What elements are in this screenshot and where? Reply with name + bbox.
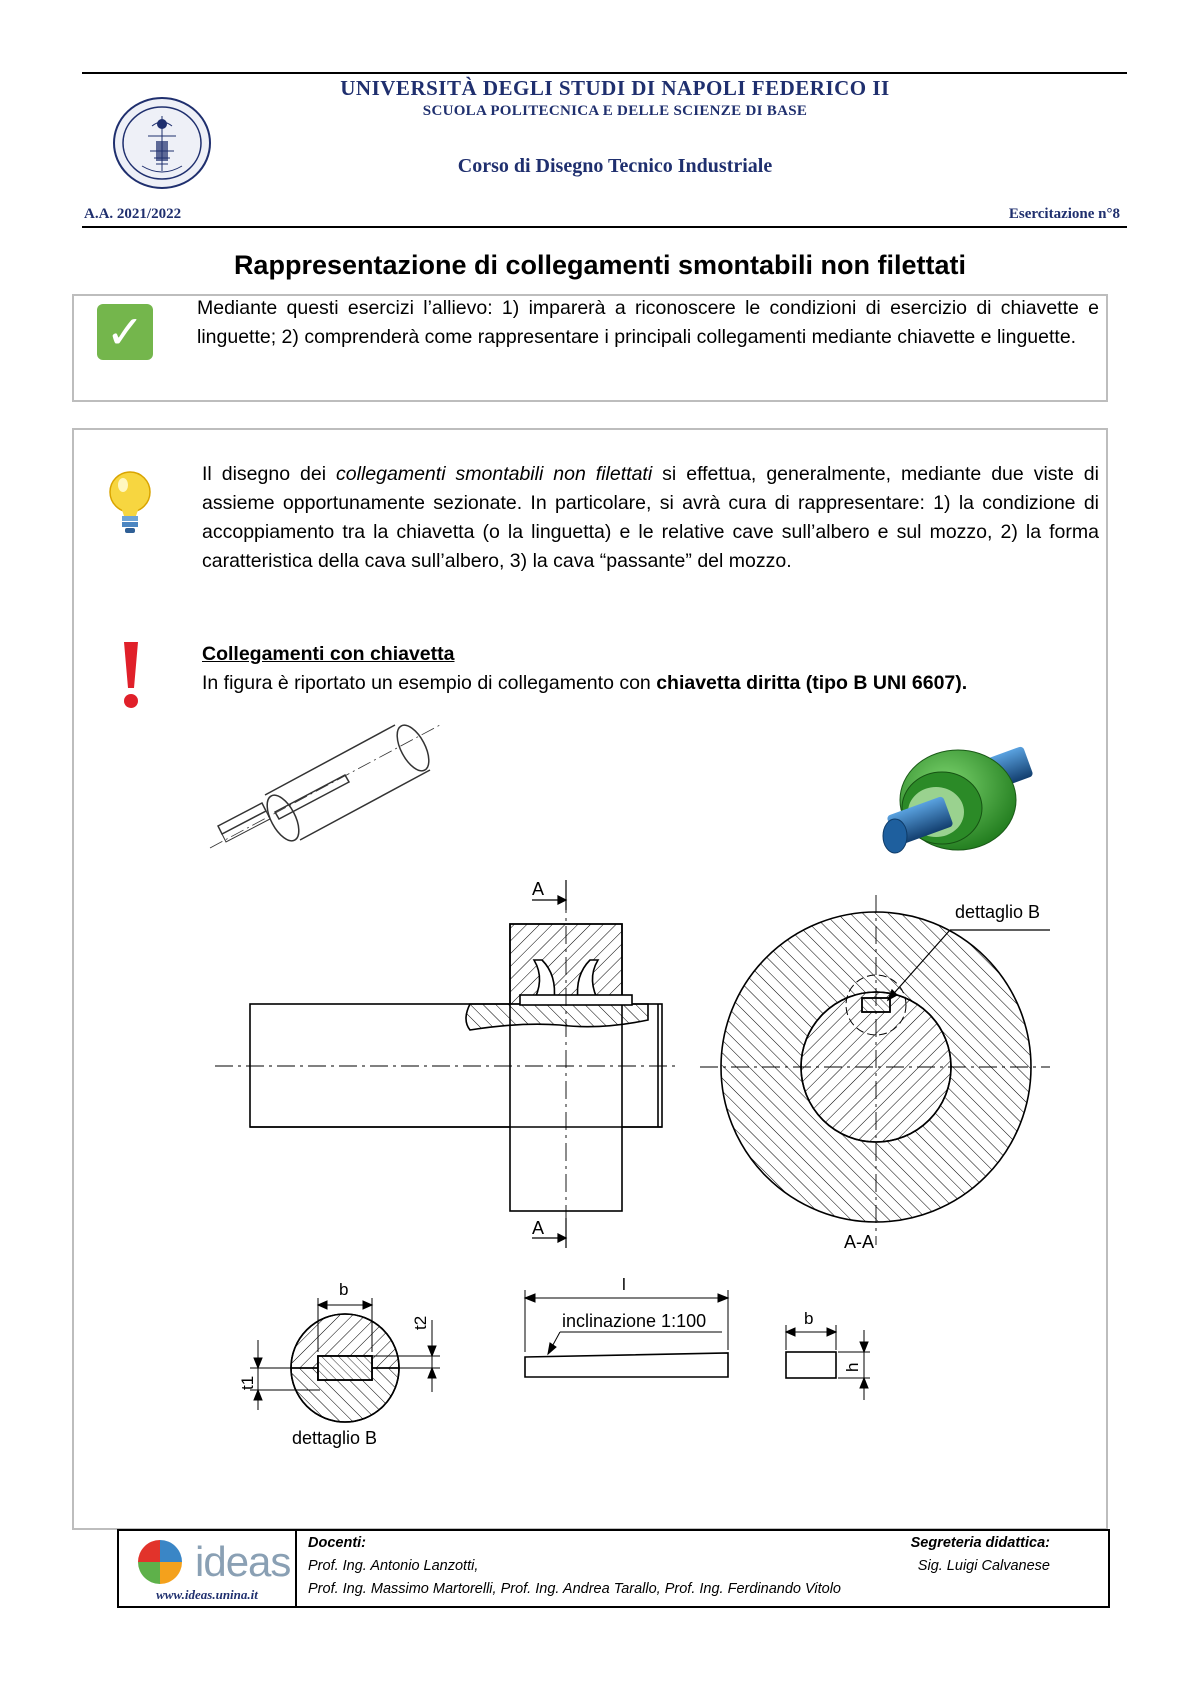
teachers-block <box>308 1532 841 1601</box>
dim-l-label: l <box>622 1275 626 1294</box>
university-seal <box>112 96 212 190</box>
school-name: SCUOLA POLITECNICA E DELLE SCIENZE DI BASE <box>422 103 808 119</box>
header-top-rule <box>82 72 1127 74</box>
detail-b-label: dettaglio B <box>955 902 1041 922</box>
lightbulb-icon <box>106 470 154 538</box>
secretary-block <box>880 1532 1050 1578</box>
intro-italic: collegamenti smontabili non filettati <box>336 463 653 485</box>
dim-b-label: b <box>339 1280 349 1299</box>
website-link[interactable]: www.ideas.unina.it <box>156 1587 258 1602</box>
isometric-shaft-sketch <box>210 720 440 848</box>
checkmark-icon: ✓ <box>97 304 153 360</box>
section-heading: Collegamenti con chiavetta <box>202 643 455 665</box>
header-bottom-rule <box>82 226 1127 228</box>
hub-assembly-3d <box>883 746 1034 853</box>
footer-divider <box>295 1529 297 1608</box>
teacher-2: Prof. Ing. Massimo Martorelli, Prof. Ing. Andrea Tarallo, Prof. Ing. Ferdinando Vitolo <box>308 1581 841 1597</box>
secretary-name: Sig. Luigi Calvanese <box>917 1558 1050 1574</box>
section-text: In figura è riportato un esempio di collegamento con chiavetta diritta (tipo B UNI 6607). <box>202 672 968 694</box>
teachers-label: Docenti: <box>308 1535 366 1551</box>
section-block <box>202 640 1099 698</box>
course-name: Corso di Disegno Tecnico Industriale <box>457 155 773 177</box>
ideas-logo-word: ideas <box>195 1538 291 1585</box>
ideas-logo-icon <box>134 1540 186 1584</box>
university-name: UNIVERSITÀ DEGLI STUDI DI NAPOLI FEDERICO II <box>340 76 890 100</box>
page-title: Rappresentazione di collegamenti smontabili non filettati <box>233 250 967 280</box>
exercise-number: Esercitazione n°8 <box>1008 206 1120 222</box>
teacher-1: Prof. Ing. Antonio Lanzotti, <box>308 1558 479 1574</box>
secretary-label: Segreteria didattica: <box>910 1535 1050 1551</box>
key-cross-section <box>786 1352 836 1378</box>
front-sectional-view <box>250 924 662 1211</box>
inclination-label: inclinazione 1:100 <box>562 1311 707 1331</box>
dim-t1-label: t1 <box>238 1375 257 1390</box>
detail-b-caption: dettaglio B <box>292 1428 378 1448</box>
objectives-text: Mediante questi esercizi l’allievo: 1) imparerà a riconoscere le condizioni di esercizio di chiavette e linguette; 2) comprenderà come rappresentare i principali collegamenti mediante chiavette e linguette. <box>197 297 1099 348</box>
section-name-label: A-A <box>844 1232 875 1252</box>
dim-b-key-label: b <box>804 1309 814 1328</box>
dim-t2-label: t2 <box>411 1315 430 1330</box>
section-mark-bottom: A <box>532 1218 545 1238</box>
key-side-view <box>525 1353 728 1377</box>
section-mark-top: A <box>532 879 545 899</box>
academic-year: A.A. 2021/2022 <box>84 206 182 222</box>
intro-paragraph: Il disegno dei collegamenti smontabili non filettati si effettua, generalmente, mediante due viste di assieme opportunamente sezionate. In particolare, si avrà cura di rappresentare: 1) la condizione di accoppiamento tra la chiavetta (o la linguetta) e le relative cave sull’albero e sul mozzo, 2) la forma caratteristica della cava sull’albero, 3) la cava “passante” del mozzo. <box>202 463 1099 572</box>
technical-drawing <box>0 700 1200 1480</box>
dim-h-label: h <box>843 1362 862 1372</box>
